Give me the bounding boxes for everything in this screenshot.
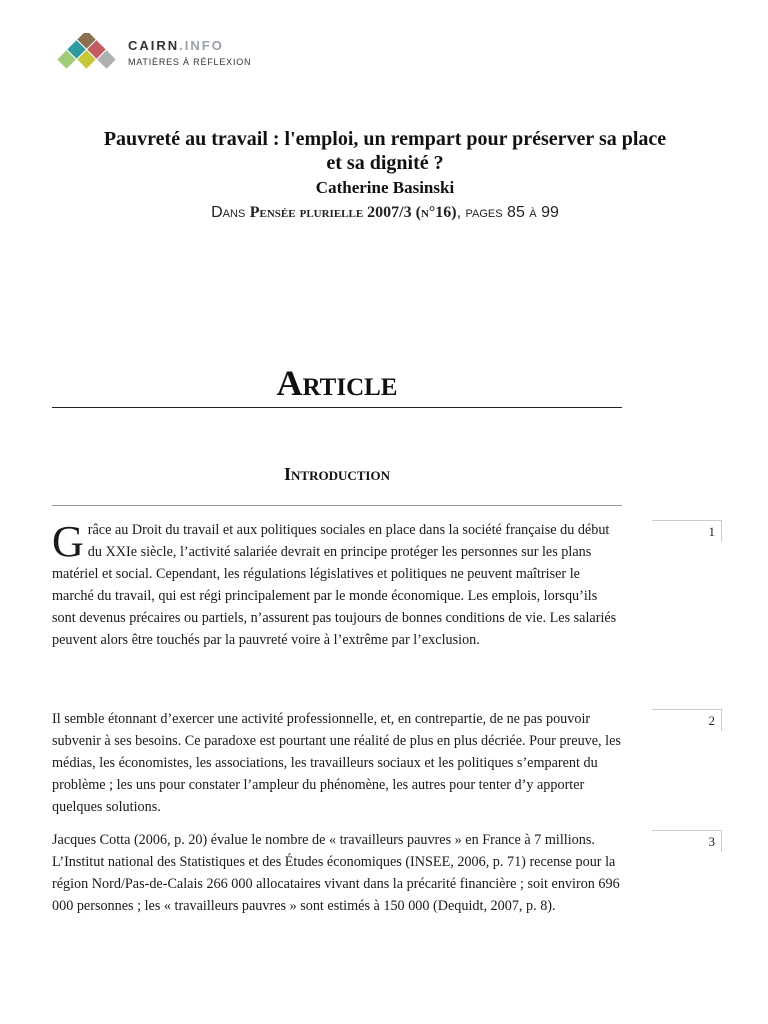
subsection-divider [52,505,622,506]
paragraph-2-text: Il semble étonnant d’exercer une activité professionnelle, et, en contrepartie, de ne pas pouvoir subvenir à ses besoins. Ce paradoxe est pourtant une réalité de plus en plus décriée. Pour preuve, les médias, les économistes, les associations, les travailleurs sociaux et les politiques s’emparent du problème ; les uns pour constater l’ampleur du phénomène, les autres pour tenter d’y apporter quelques solutions. [52,711,621,815]
paragraph-3 [52,829,622,917]
cairn-logo-icon [52,33,122,77]
cairn-logo[interactable] [52,33,252,77]
paragraph-2 [52,708,622,818]
section-divider [52,407,622,408]
dropcap-letter: G [52,517,84,566]
paragraph-1 [52,519,622,651]
article-title: Pauvreté au travail : l'emploi, un rempart pour préserver sa place et sa dignité ? [103,128,667,174]
paragraph-1-text: râce au Droit du travail et aux politiques sociales en place dans la société française du début du XXIe siècle, l’activité salariée devrait en principe protéger les personnes sur les plans matériel et social. Cependant, les régulations législatives et politiques ne peuvent maîtriser le marché du travail, qui est régi principalement par le monde économique. Les emplois, lorsqu’ils sont devenus précaires ou partiels, n’assurent pas toujours de bonnes conditions de vie. Les salariés peuvent alors être touchés par la pauvreté voire à l’extrême par l’exclusion. [52,522,617,648]
paragraph-number-3[interactable]: 3 [652,830,722,852]
brand-name [128,38,224,53]
paragraph-3-text: Jacques Cotta (2006, p. 20) évalue le nombre de « travailleurs pauvres » en France à 7 millions. L’Institut national des Statistiques et des Études économiques (INSEE, 2006, p. 71) recense pour la région Nord/Pas-de-Calais 266 000 allocataires vivant dans la précarité financière ; soit environ 696 000 personnes ; les « travailleurs pauvres » sont estimés à 150 000 (Dequidt, 2007, p. 8). [52,832,620,914]
source-prefix: Dans [211,204,246,221]
paragraph-number-1[interactable]: 1 [652,520,722,542]
brand-name-main: CAIRN [128,38,180,53]
source-journal-link[interactable]: Pensée plurielle 2007/3 (n°16) [249,204,457,221]
section-heading: Article [276,363,398,403]
brand-name-suffix: .INFO [179,38,224,53]
subsection-heading: Introduction [284,464,390,484]
source-pages: , pages 85 à 99 [456,204,559,221]
paragraph-number-2[interactable]: 2 [652,709,722,731]
article-author[interactable]: Catherine Basinski [315,178,455,197]
article-source [100,204,670,222]
brand-tagline: MATIÈRES À RÉFLEXION [128,57,252,67]
